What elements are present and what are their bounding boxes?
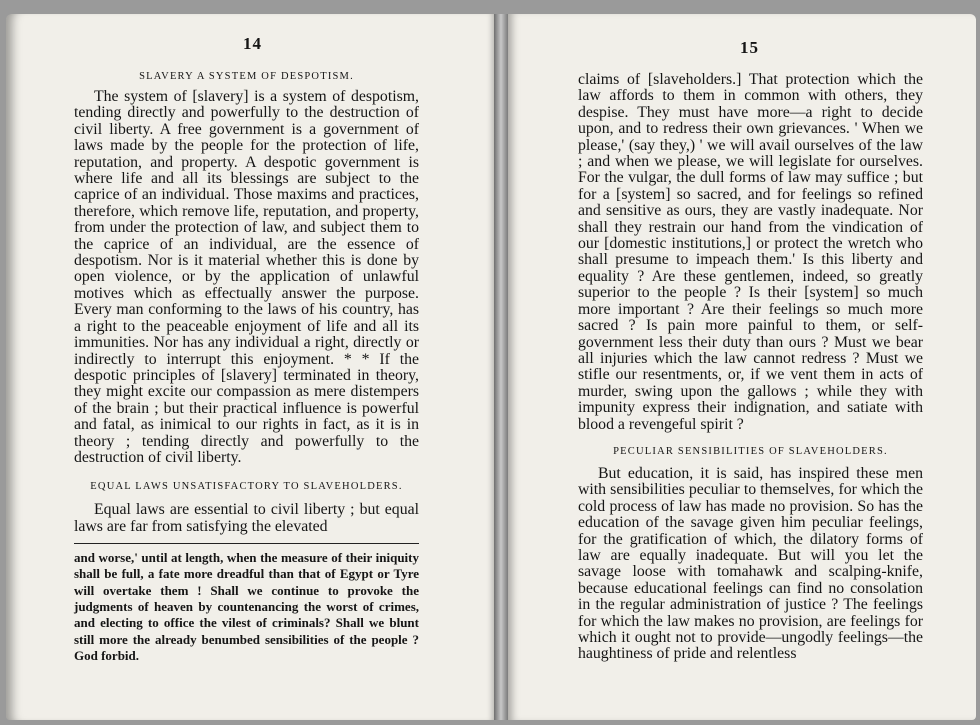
heading-slavery-despotism: SLAVERY A SYSTEM OF DESPOTISM.: [139, 71, 354, 82]
page-number-right: 15: [740, 38, 759, 57]
paragraph-claims-continued: claims of [slaveholders.] That protection which the law affords to them in common with others, they despise. They must have more—a right to decide upon, and to redress their own grievances. ' When we please,' (say they,) ' we will avail ourselves of the law ; and when we please, we will legislate for ourselves. For the vulgar, the dull forms of law may suffice ; but for a [system] so sacred, and for feelings so refined and sensitive as ours, they are vastly inadequate. Nor shall they restrain our hand from the vindication of our [domestic institutions,] or protect the wretch who shall presume to impeach them.' Is this liberty and equality ? Are these gentlemen, indeed, so greatly superior to the people ? Is their [system] so much more important ? Are their feelings so much more sacred ? Is pain more painful to them, or self-government less their duty than ours ? Must we bear all injuries which the law cannot redress ? Must we stifle our resentments, or, if we vent them in acts of murder, swing upon the gallows ; while they with impunity express their indignation, and satiate with blood a revengeful spirit ?: [578, 71, 923, 433]
heading-equal-laws: EQUAL LAWS UNSATISFACTORY TO SLAVEHOLDERS.: [90, 481, 403, 493]
left-text-column: [74, 70, 419, 664]
left-page: [6, 14, 494, 720]
heading-peculiar-sensibilities: PECULIAR SENSIBILITIES OF SLAVEHOLDERS.: [613, 445, 888, 457]
right-page: [508, 14, 976, 720]
paragraph-despotism: The system of [slavery] is a system of despotism, tending directly and powerfully to the destruction of civil liberty. A free government is a government of laws made by the people for the protection of life, reputation, and property. A despotic government is where life and all its blessings are subject to the caprice of an individual. Those maxims and practices, therefore, which remove life, reputation, and property, from under the protection of law, and subject them to the caprice of an individual, are the essence of despotism. Nor is it material whether this is done by open violence, or by the application of unlawful motives which as effectually answer the purpose. Every man conforming to the laws of his country, has a right to the peaceable enjoyment of life and all its immunities. Nor has any individual a right, directly or indirectly to interrupt this enjoyment. * * If the despotic principles of [slavery] terminated in theory, they might excite our compassion as mere distempers of the brain ; but their practical influence is powerful and fatal, as inimical to our rights in fact, as it is in theory ; tending directly and powerfully to the destruction of civil liberty.: [74, 88, 419, 466]
book-gutter: [494, 14, 508, 720]
paragraph-education: But education, it is said, has inspired these men with sensibilities peculiar to themselves, for which the cold process of law has made no provision. So has the education of the savage given him peculiar feelings, for the gratification of which, the dilatory forms of law are equally inadequate. But will you let the savage loose with tomahawk and scalping-knife, because educational feelings can find no consolation in the regular administration of justice ? The feelings for which the law makes no provision, are feelings for which it ought not to provide—ungodly feelings—the haughtiness of pride and relentless: [578, 464, 923, 663]
right-text-column: [578, 72, 923, 663]
footnote-rule: [74, 543, 419, 544]
paragraph-equal-laws: Equal laws are essential to civil liberty ; but equal laws are far from satisfying the elevated: [74, 501, 419, 535]
page-number-left: 14: [243, 34, 262, 53]
footnote: and worse,' until at length, when the measure of their iniquity shall be full, a fate more dreadful than that of Egypt or Tyre will overtake them ! Shall we continue to provoke the judgments of heaven by countenancing the worst of crimes, and electing to office the vilest of criminals? Shall we blunt still more the already benumbed sensibilities of the people ? God forbid.: [74, 550, 419, 663]
